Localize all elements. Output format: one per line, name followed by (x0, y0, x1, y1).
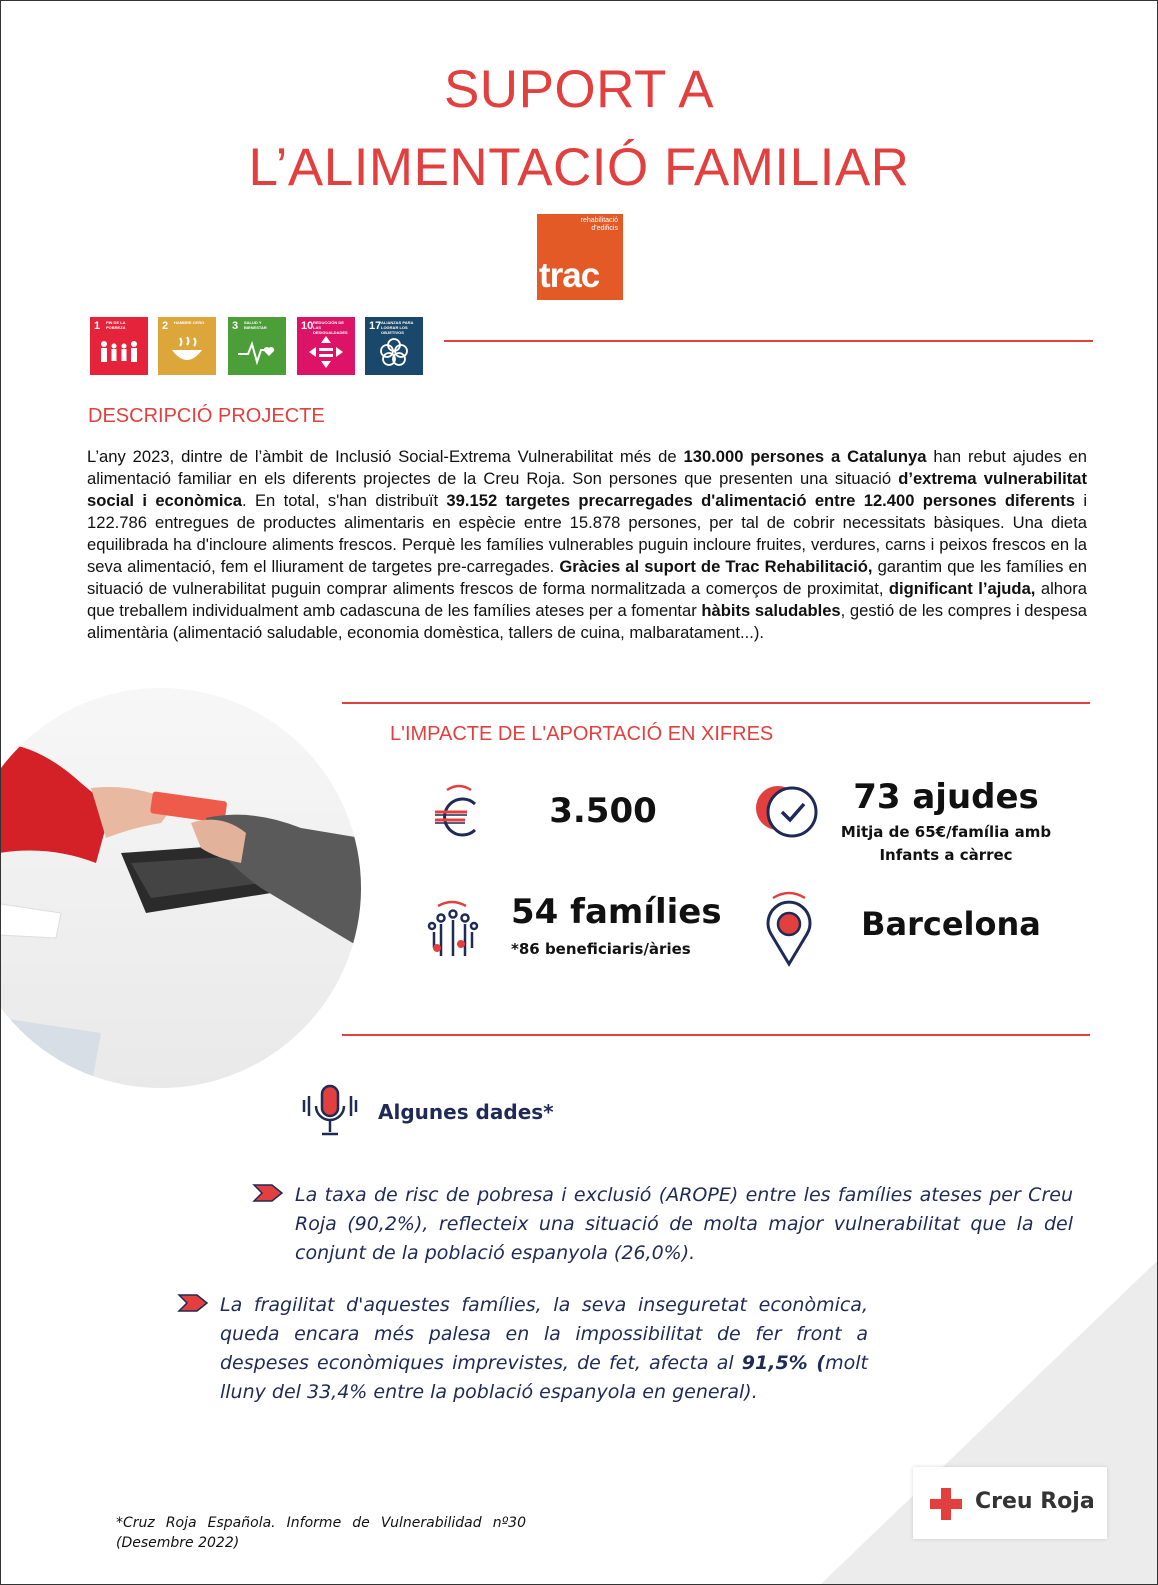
aids-title: 73 ajudes (853, 777, 1039, 817)
families-title: 54 famílies (511, 892, 722, 932)
microphone-icon (300, 1082, 362, 1142)
impact-top-divider (342, 702, 1090, 704)
facts-heading: Algunes dades* (378, 1100, 554, 1124)
heartbeat-icon (236, 334, 278, 370)
impact-bottom-divider (342, 1034, 1090, 1036)
sdg-1-badge: 1 FIN DE LA POBREZA (90, 317, 148, 375)
description-heading: DESCRIPCIÓ PROJECTE (88, 405, 325, 427)
trac-logo (537, 214, 623, 300)
aids-subtitle: Mitja de 65€/família amb Infants a càrrec (840, 823, 1052, 864)
sdg-3-badge: 3 SALUD Y BIENESTAR (228, 317, 286, 375)
page-title-line-1: SUPORT A (443, 60, 715, 119)
chevron-bullet-icon (252, 1183, 284, 1203)
bowl-icon (166, 334, 208, 370)
location-pin-icon (763, 890, 815, 968)
fact-bullet-2: La fragilitat d'aquestes famílies, la seva inseguretat econòmica, queda encara més palesa en la impossibilitat de fer front a despeses econòmiques imprevistes, de fet, afecta al 91,5% (molt lluny del 33,4% entre la població espanyola en general). (220, 1294, 868, 1403)
trac-logo-word: trac (539, 256, 600, 295)
impact-heading: L'IMPACTE DE L'APORTACIÓ EN XIFRES (390, 723, 774, 745)
chevron-bullet-icon (177, 1293, 209, 1313)
footnote: *Cruz Roja Española. Informe de Vulnerabilidad nº30 (Desembre 2022) (116, 1515, 526, 1551)
red-cross-icon (930, 1488, 962, 1520)
fact-bullet-1: La taxa de risc de pobresa i exclusió (AROPE) entre les famílies ateses per Creu Roja (90,2%), reflecteix una situació de molta major vulnerabilitat que la del conjunt de la població espanyola (26,0%). (295, 1184, 1073, 1264)
amount-value: 3.500 (549, 791, 657, 831)
families-subtitle: *86 beneficiaris/àries (511, 940, 691, 958)
community-icon (422, 898, 484, 960)
creu-roja-logo (913, 1467, 1107, 1539)
header-divider (444, 340, 1093, 342)
sdg-10-badge: 10 REDUCCIÓN DE LAS DESIGUALDADES (297, 317, 355, 375)
page-title-line-2: L’ALIMENTACIÓ FAMILIAR (248, 138, 910, 197)
equality-icon (305, 334, 347, 370)
description-body: L’any 2023, dintre de l’àmbit de Inclusió Social-Extrema Vulnerabilitat més de 130.000 persones a Catalunya han rebut ajudes en alimentació familiar en els diferents projectes de la Creu Roja. Son persones que presenten una situació d’extrema vulnerabilitat social i econòmica. En total, s'han distribuït 39.152 targetes precarregades d'alimentació entre 12.400 persones diferents i 122.786 entregues de productes alimentaris en espècie entre 15.878 persones, per tal de cobrir necessitats bàsiques. Una dieta equilibrada ha d'incloure aliments frescos. Perquè les famílies vulnerables puguin incloure fruites, verdures, carns i peixos frescos en la seva alimentació, fem el lliurament de targetes pre-carregades. Gràcies al suport de Trac Rehabilitació, garantim que les famílies en situació de vulnerabilitat puguin comprar aliments frescos de forma normalitzada a comerços de proximitat, dignificant l’ajuda, alhora que treballem individualment amb cadascuna de les famílies ateses per a fomentar hàbits saludables, gestió de les compres i despesa alimentària (alimentació saludable, economia domèstica, tallers de cuina, malbaratament...). (87, 447, 1088, 642)
location-value: Barcelona (861, 905, 1041, 943)
family-icon (98, 334, 140, 370)
rings-icon (373, 334, 415, 370)
trac-logo-tagline: rehabilitació d'edificis (580, 217, 618, 232)
creu-roja-wordmark: Creu Roja (975, 1489, 1095, 1514)
sdg-17-badge: 17 ALIANZAS PARA LOGRAR LOS OBJETIVOS (365, 317, 423, 375)
euro-icon (431, 784, 487, 842)
sdg-2-badge: 2 HAMBRE CERO (158, 317, 216, 375)
